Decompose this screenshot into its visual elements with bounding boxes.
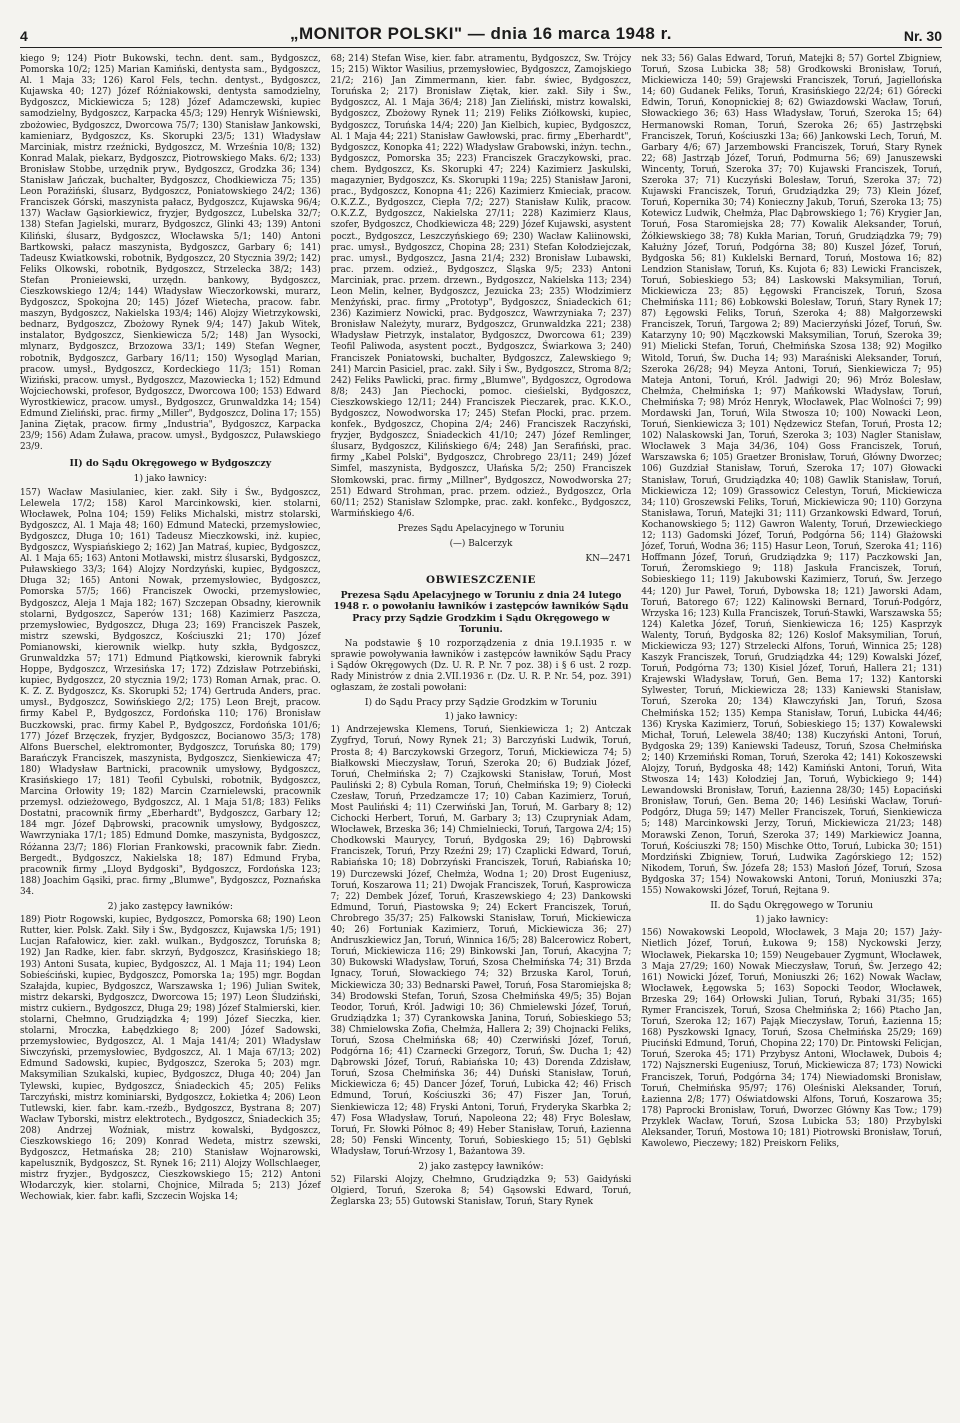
column-1 bbox=[20, 54, 321, 1414]
signature-role: Prezes Sądu Apelacyjnego w Toruniu bbox=[397, 523, 565, 534]
list-paragraph: nek 33; 56) Galas Edward, Toruń, Matejki 8; 57) Gortel Zbigniew, Toruń, Szosa Lubicka 38; 58) Grodkowski Bronisław, Toruń, Mickiewicza 140; 59) Grajewski Franciszek, Toruń, Jagiellońska 14; 60) Gudanek Feliks, Toruń, Krasińskiego 22/24; 61) Górecki Edwin, Toruń, Konopnickiej 8; 62) Gwiazdowski Wacław, Toruń, Słowackiego 36; 63) Hass Władysław, Toruń, Szeroka 15; 64) Hermanowski Roman, Toruń, Szeroka 26; 65) Jastrzębski Franciszek, Toruń, Kościuszki 13a; 66) Jankowski Lech, Toruń, M. Garbary 4/6; 67) Jarzembowski Franciszek, Toruń, Stary Rynek 22; 68) Jastrząb Józef, Toruń, Podmurna 56; 69) Januszewski Wincenty, Toruń, Szeroka 37; 70) Kujawski Franciszek, Toruń, Szeroka 37; 71) Kuczyński Bolesław, Toruń, Szeroka 37; 72) Kujawski Franciszek, Toruń, Grudziądzka 29; 73) Klein Józef, Toruń, Kopernika 30; 74) Konieczny Jakub, Toruń, Szeroka 13; 75) Kotewicz Ludwik, Chełmża, Plac Dąbrowskiego 1; 76) Krygier Jan, Toruń, Fosa Staromiejska 28; 77) Kowalik Aleksander, Toruń, Żółkiewskiego 38; 78) Kukła Marian, Toruń, Grudziądzka 79; 79) Kałużny Józef, Toruń, Podgórna 38; 80) Kuszel Józef, Toruń, Bydgoska 56; 81) Kuklelski Bernard, Toruń, Mostowa 16; 82) Lendzion Stanisław, Toruń, Ks. Kujota 6; 83) Lewicki Franciszek, Toruń, Sobieskiego 53; 84) Laskowski Maksymilian, Toruń, Mickiewicza 23; 85) Łęgowski Franciszek, Toruń, Szosa Chełmińska 111; 86) Łobkowski Bolesław, Toruń, Stary Rynek 17; 87) Łęgowski Feliks, Toruń, Szeroka 4; 88) Małgorzewski Franciszek, Toruń, Targowa 2; 89) Macierzyński Józef, Toruń, Św. Katarzyny 10; 90) Mączkowski Maksymilian, Toruń, Szeroka 39; 91) Mielicki Stefan, Toruń, Chełmińska Szosa 138; 92) Mogiłko Witold, Toruń, Św. Ducha 14; 93) Maraśniski Aleksander, Toruń, Szeroka 26/28; 94) Meyza Antoni, Toruń, Sienkiewicza 7; 95) Mateja Antoni, Toruń, Król. Jadwigi 20; 96) Mróz Bolesław, Chełmża, Chełmińska 1; 97) Mańkowski Władysław, Toruń, Chełmińska 7; 98) Mróz Henryk, Włocławek, Plac Wolności 7; 99) Mordawski Jan, Toruń, Wila Stwosza 10; 100) Nowacki Leon, Toruń, Sienkiewicza 3; 101) Nędzewicz Stefan, Toruń, Prosta 12; 102) Nalaskowski Jan, Toruń, Szeroka 3; 103) Nagler Stanisław, Włocławek 3 Maja 34/36, 104) Goss Franciszek, Toruń, Warszawska 6; 105) Graetzer Bronisław, Toruń, Główny Dworzec; 106) Guzdział Stanisław, Toruń, Szeroka 17; 107) Głowacki Stanisław, Toruń, Grudziądzka 40; 108) Gawlik Stanisław, Toruń, Mickiewicza 12; 109) Grassowicz Celestyn, Toruń, Mickiewicza 34; 110) Groszewski Feliks, Toruń, Mickiewicza 90; 110) Gorzyna Stanisława, Toruń, Matejki 31; 111) Grzankowski Edward, Toruń, Kochanowskiego 5; 112) Gawron Walenty, Toruń, Drzewieckiego 12; 113) Gadomski Józef, Toruń, Podgórna 56; 114) Głażowski Józef, Toruń, Wodna 36; 115) Hasur Leon, Toruń, Szeroka 41; 116) Hoffmann Józef, Toruń, Grudziądzka 9; 117) Paczkowski Jan, Toruń, Żeromskiego 9; 118) Jaskuła Franciszek, Toruń, Sobieskiego 11; 119) Jakubowski Kazimierz, Toruń, Św. Jerzego 44; 120) Jur Paweł, Toruń, Dybowska 18; 121) Jaworski Adam, Toruń, Batorego 67; 122) Kalinowski Bernard, Toruń-Podgórz, Wrzyska 16; 123) Kulla Franciszek, Toruń-Stawki, Warszawska 55; 124) Kaletka Józef, Toruń, Sienkiewicza 16; 125) Kasprzyk Walenty, Toruń, Bydgoska 82; 126) Koslof Maksymilian, Toruń, Mickiewicza 93; 127) Strzelecki Alfons, Toruń, Winnica 25; 128) Kaszyk Franciszek, Toruń, Grudziądzka 44; 129) Kowalski Józef, Toruń, Podgórna 73; 130) Kisiel Józef, Toruń, Hallera 21; 131) Krajewski Władysław, Toruń, Gen. Bema 17; 132) Kantorski Sylwester, Toruń, Mickiewicza 28; 133) Kaniewski Stanisław, Toruń, Szeroka 20; 134) Kławczyński Jan, Toruń, Szosa Chełmińska 152; 135) Kempa Stanisław, Toruń, Lubicka 44/46; 136) Kryska Kazimierz, Toruń, Sobieskiego 15; 137) Kowalewski Michał, Toruń, Lelewela 38/40; 138) Kuczyński Antoni, Toruń, Bydgoska 29; 139) Kaniewski Tadeusz, Toruń, Szosa Chełmińska 2; 140) Krzemiński Roman, Toruń, Szeroka 42; 141) Kokoszewski Alojzy, Toruń, Bydgoska 48; 142) Kamiński Antoni, Toruń, Wita Stwosza 14; 143) Kołodziej Jan, Toruń, Wybickiego 9; 144) Lewandowski Bronisław, Toruń, Łazienna 28/30; 145) Łopaciński Bronisław, Toruń, Gen. Bema 20; 146) Lesiński Wacław, Toruń-Podgórz, Długa 59; 147) Meller Franciszek, Toruń, Sienkiewicza 5; 148) Marcinkowski Jerzy, Toruń, Mickiewicza 21/23; 148) Morawski Zenon, Toruń, Szeroka 37; 149) Markiewicz Joanna, Toruń, Kościuszki 78; 150) Mischke Otto, Toruń, Lubicka 30; 151) Mordziński Zbigniew, Toruń, Ludwika Zagórskiego 12; 152) Nikodem, Toruń, Św. Józefa 28; 153) Masłoń Józef, Toruń, Szosa Bydgoska 37; 154) Nowakowski Antoni, Toruń, Moniuszki 37a; 155) Nowakowski Józef, Toruń, Rejtana 9. bbox=[641, 54, 942, 897]
subsection-heading: 2) jako zastępcy ławników: bbox=[418, 1161, 544, 1172]
column-2 bbox=[331, 54, 632, 1414]
list-paragraph: 68; 214) Stefan Wise, kier. fabr. atramentu, Bydgoszcz, Św. Trójcy 15; 215) Wiktor Wasilius, przemysłowiec, Bydgoszcz, Zamojskiego 21/2; 216) Jan Zimmermann, kier. fabr. świec, Bydgoszcz, Toruńska 2; 217) Bronisław Ziętak, kier. zakł. Siły i Św., Bydgoszcz, Al. 1 Maja 36/4; 218) Jan Zieliński, mistrz kowalski, Bydgoszcz, Zbożowy Rynek 11; 219) Feliks Ziółkowski, kupiec, Bydgoszcz, Toruńska 14/4; 220) Jan Kielbich, kupiec, Bydgoszcz, Al. 1 Maja 44; 221) Stanisław Gawłowski, prac. firmy „Eberhardt", Bydgoszcz, Konopka 41; 222) Władysław Grabowski, inżyn. techn., Bydgoszcz, Pomorska 35; 223) Franciszek Graczykowski, prac. chem. Bydgoszcz, Ks. Skorupki 47; 224) Kazimierz Jaskulski, magazynier, Bydgoszcz, Ks. Skorupki 119a; 225) Stanisław Jaroni, prac., Bydgoszcz, Konopna 41; 226) Kazimierz Kmieciak, pracow. O.K.Z.Z., Bydgoszcz, Ciepła 7/2; 227) Stanisław Kulik, pracow. O.K.Z.Z, Bydgoszcz, Nakielska 27/11; 228) Kazimierz Klaus, szofer, Bydgoszcz, Chodkiewicza 48; 229) Józef Kujawski, asystent poczt., Bydgoszcz, Leszczyńskiego 69; 230) Wacław Kaliinowski, prac. umysł., Bydgoszcz, Chopina 28; 231) Stefan Kołodziejczak, prac. umysł., Bydgoszcz, Jasna 21/4; 232) Bronisław Lubawski, prac. przem. odzież., Bydgoszcz, Śląska 9/5; 233) Antoni Marciniak, prac. przem. drzewn., Bydgoszcz, Nakielska 113; 234) Leon Melin, kelner, Bydgoszcz, Jezuicka 23; 235) Włodzimierz Menżyński, prac. firmy „Prototyp", Bydgoszcz, Śniadeckich 61; 236) Kazimierz Nowicki, prac. Bydgoszcz, Wawrzyniaka 7; 237) Bronisław Należyty, murarz, Bydgoszcz, Grunwaldzka 221; 238) Władysław Pietrzyk, instalator, Bydgoszcz, Dworcowa 61; 239) Teofil Paliwoda, asystent poczt., Bydgoszcz, Świarkowa 3; 240) Franciszek Poniatowski, buchalter, Bydgoszcz, Zalewskiego 9; 241) Marcin Pasiciel, prac. zakł. Siły i Św., Bydgoszcz, Stroma 8/2; 242) Feliks Pawlicki, prac. firmy „Blumwe", Bydgoszcz, Ogrodowa 8/8; 243) Jan Piechocki, pomoc. cieśielski, Bydgoszcz, Cieszkowskiego 12/11; 244) Franciszek Pieczarek, prac. K.K.O., Bydgoszcz, Nowodworska 17; 245) Stefan Płocki, prac. przem. konfek., Bydgoszcz, Chopina 2/4; 246) Franciszek Raczyński, fryzjer, Bydgoszcz, Śniadeckich 41/10; 247) Józef Remlinger, ślusarz, Bydgoszcz, Kilińskiego 6/4; 248) Jan Serafiński, prac. firmy „Kabel Polski", Bydgoszcz, Chrobrego 23/11; 249) Józef Simfel, maszynista, Bydgoszcz, Ułańska 5/2; 250) Franciszek Słomkowski, prac. firmy „Millner", Bydgoszcz, Nowodworska 27; 251) Edward Strohman, prac. przem. odzież., Bydgoszcz, Orla 60/11; 252) Stanisław Szlompke, prac. zakł. konfekc., Bydgoszcz, Warmińskiego 4/6. bbox=[330, 54, 632, 519]
section-heading: II) do Sądu Okręgowego w Bydgoszczy bbox=[69, 458, 272, 470]
section-heading: II. do Sądu Okręgowego w Toruniu bbox=[710, 900, 874, 912]
subsection-heading: 1) jako ławnicy: bbox=[755, 914, 829, 926]
reference-code: KN—2471 bbox=[585, 554, 632, 565]
issue-number: Nr. 30 bbox=[903, 28, 942, 44]
list-paragraph: 1) Andrzejewska Klemens, Toruń, Sienkiewicza 1; 2) Antczak Zygfryd, Toruń, Nowy Rynek 21; 3) Barczyński Ludwik, Toruń, Prosta 8; 4) Barczykowski Grzegorz, Toruń, Mickiewicza 74; 5) Białkowski Mieczysław, Toruń, Szeroka 20; 6) Budziak Józef, Toruń, Chełmińska 2; 7) Czajkowski Stanisław, Toruń, Most Pauliński 2; 8) Cybula Roman, Toruń, Chełmińska 19; 9) Ciołecki Czesław, Toruń, Przedzamcze 17; 10) Caban Kazimierz, Toruń, Most Pauliński 4; 11) Czerwiński Jan, Toruń, M. Garbary 8; 12) Cichocki Herbert, Toruń, M. Garbary 3; 13) Czupryniak Adam, Włocławek, Brzeska 36; 14) Chmielniecki, Toruń, Targowa 2/4; 15) Chodkowski Maurycy, Toruń, Bydgoska 29; 16) Dąbrowski Franciszek, Toruń, Przy Rzeźni 29; 17) Czaplicki Edward, Toruń, Rabiańska 10; 18) Dobrzyński Franciszek, Toruń, Rabiańska 10; 19) Durczewski Józef, Chełmża, Wodna 1; 20) Drost Eugeniusz, Toruń, Koszarowa 11; 21) Dwojak Franciszek, Toruń, Kasprowicza 7; 22) Dembek Józef, Toruń, Kraszewskiego 4; 23) Dankowski Edmund, Toruń, Piastowska 9; 24) Eckert Franciszek, Toruń, Chrobrego 35/37; 25) Falkowski Stanisław, Toruń, Mickiewicza 40; 26) Fortuniak Kazimierz, Toruń, Mickiewicza 36; 27) Andruszkiewicz Jan, Toruń, Winnica 16/5; 28) Balcerowicz Robert, Toruń, Mickiewicza 116; 29) Binkowski Jan, Toruń, Akacyjna 7; 30) Bukowski Władysław, Toruń, Szosa Chełmińska 74; 31) Brzda Ignacy, Toruń, Słowackiego 74; 32) Brzuska Karol, Toruń, Mickiewicza 30; 33) Bednarski Paweł, Toruń, Fosa Staromiejska 8; 34) Brodowski Stefan, Toruń, Szosa Chełmińska 49/5; 35) Bojan Teodor, Toruń, Król. Jadwigi 10; 36) Chmielewski Józef, Toruń, Grudziądzka 1; 37) Cyrankowska Janina, Toruń, Sobieskiego 53; 38) Chmielowska Zofia, Chełmża, Hallera 2; 39) Chojnacki Feliks, Toruń, Szosa Chełmińska 68; 40) Czerwiński Józef, Toruń, Podgórna 16; 41) Czarnecki Grzegorz, Toruń, Św. Ducha 1; 42) Dąbrowski Józef, Toruń, Rabiańska 10; 43) Dorenda Zdzisław, Toruń, Szosa Chełmińska 36; 44) Duński Stanisław, Toruń, Mickiewicza 6; 45) Dancer Józef, Toruń, Lubicka 42; 46) Frisch Edmund, Toruń, Kościuszki 36; 47) Fiszer Jan, Toruń, Sienkiewicza 12; 48) Fryski Antoni, Toruń, Fryderyka Skarbka 2; 47) Fosa Władysław, Toruń, Napoleona 22; 48) Fryc Bolesław, Toruń, Fr. Słowki Północ 8; 49) Heber Stanisław, Toruń, Łazienna 28; 50) Fenski Wincenty, Toruń, Sobieskiego 15; 51) Gęblski Władysław, Toruń-Wrzosy 1, Bażantowa 39. bbox=[330, 725, 632, 1157]
publication-title: „MONITOR POLSKI" — dnia 16 marca 1948 r. bbox=[289, 24, 673, 43]
subsection-heading: 2) jako zastępcy ławników: bbox=[107, 901, 233, 913]
text-columns bbox=[20, 54, 942, 1414]
signature-name: (—) Balcerzyk bbox=[449, 539, 513, 550]
subsection-heading: 1) jako ławnicy: bbox=[133, 473, 207, 485]
list-paragraph: 156) Nowakowski Leopold, Włocławek, 3 Maja 20; 157) Jaży-Nietlich Józef, Toruń, Łukowa 9; 158) Nyckowski Jerzy, Włocławek, Piekarska 10; 159) Neugebauer Zygmunt, Włocławek, 3 Maja 27/29; 160) Nowak Mieczysław, Toruń, Św. Jerzego 42; 161) Nowicki Józef, Toruń, Moniuszki 26; 162) Nowak Wacław, Włocławek, Łęgowska 5; 163) Sopocki Teodor, Włocławek, Brzeska 29; 164) Orłowski Julian, Toruń, Rybaki 31/35; 165) Rymer Franciszek, Toruń, Szosa Chełmińska 2; 166) Ptacho Jan, Toruń, Szeroka 12; 167) Pająk Mieczysław, Toruń, Łazienna 15; 168) Pyszkowski Ignacy, Toruń, Szosa Chełmińska 25/29; 169) Piuciński Edmund, Toruń, Chopina 22; 170) Dr. Pintowski Felicjan, Toruń, Szeroka 45; 171) Przybysz Antoni, Włocławek, Dubois 4; 172) Najsznerski Eugeniusz, Toruń, Mickiewicza 87; 173) Nowicki Franciszek, Toruń, Podgórna 34; 174) Niewiadomski Bronisław, Toruń, Chełmińska 95/97; 176) Oleśniski Aleksander, Toruń, Łazienna 2/8; 177) Oświatdowski Alfons, Toruń, Koszarowa 35; 178) Paprocki Bronisław, Toruń, Dworzec Główny Kas Tow.; 179) Przyklek Wacław, Toruń, Szosa Lubicka 53; 180) Przybylski Aleksander, Toruń, Mostowa 10; 181) Piotrowski Bronisław, Toruń, Kawolewo, Pieczewy; 182) Preiskorn Feliks, bbox=[641, 928, 942, 1150]
list-paragraph: kiego 9; 124) Piotr Bukowski, techn. dent. sam., Bydgoszcz, Pomorska 10/2; 125) Marian Kamiński, dentysta sam., Bydgoszcz, Al. 1 Maja 33; 126) Karol Fels, techn. dentyst., Bydgoszcz, Kujawska 40; 127) Józef Różniakowski, dentysta samodzielny, Bydgoszcz, Mickiewicza 5; 128) Józef Adamczewski, kupiec samodzielny, Bydgoszcz, Karpacka 45/3; 129) Henryk Wiśniewski, zbożowiec, Bydgoszcz, Dworcowa 75/7; 130) Stanisław Jankowski, kamieniarz, Bydgoszcz, Ks. Skorupki 23/5; 131) Władysław Marciniak, mistrz rzeźnicki, Bydgoszcz, M. Września 10/8; 132) Konrad Malak, piekarz, Bydgoszcz, Piotrowskiego Maks. 6/2; 133) Bronisław Stobbe, urzędnik pryw., Bydgoszcz, Grodzka 36; 134) Stanisław Jańczak, buchalter, Bydgoszcz, Chodkiewicza 75; 135) Leon Porażiński, ślusarz, Bydgoszcz, Poniatowskiego 24/2; 136) Franciszek Górski, maszynista pałacz, Bydgoszcz, Kujawska 96/4; 137) Wacław Gąsiorkiewicz, fryzjer, Bydgoszcz, Lubelska 32/7; 138) Stefan Jagielski, murarz, Bydgoszcz, Glinki 43; 139) Antoni Kiliński, ślusarz, Bydgoszcz, Włocławska 5/1; 140) Antoni Bartkowski, pałacz maszynista, Bydgoszcz, Garbary 6; 141) Tadeusz Kwiatkowski, robotnik, Bydgoszcz, 20 Stycznia 39/2; 142) Feliks Olkowski, robotnik, Bydgoszcz, Strzelecka 38/2; 143) Stefan Pronieiewski, urzędn. bankowy, Bydgoszcz, Cieszkowskiego 12/4; 144) Władysław Wieczorkowski, murarz, Bydgoszcz, Spokojna 20; 145) Józef Wietecha, pracow. fabr. maszyn, Bydgoszcz, Nakielska 193/4; 146) Alojzy Wietrzykowski, bednarz, Bydgoszcz, Zbożowy Rynek 9/4; 147) Jakub Witek, instalator, Bydgoszcz, Sienkiewicza 5/2; 148) Jan Wysocki, mlynarz, Bydgoszcz, Brzozowa 33/1; 149) Stefan Wegner, robotnik, Bydgoszcz, Garbary 16/11; 150) Wysogląd Marian, pracow. umysł., Bydgoszcz, Kordeckiego 11/3; 151) Roman Wiziński, pracow. umysł., Bydgoszcz, Mazowiecka 1; 152) Edmund Wojciechowski, profesor, Bydgoszcz, Dworcowa 100; 153) Edward Wyrostkiewicz, pracow. umysł., Bydgoszcz, Grunwaldzka 14; 154) Edmund Zieliński, prac. firmy „Miller", Bydgoszcz, Dolina 17; 155) Janina Ziętak, pracow. firmy „Industria", Bydgoszcz, Karpacka 23/9; 156) Adam Żuława, pracow. umysł., Bydgoszcz, Puławskiego 23/9. bbox=[20, 54, 321, 453]
page-marker: 4 bbox=[20, 28, 28, 44]
announcement-lead: Prezesa Sądu Apelacyjnego w Toruniu z dnia 24 lutego 1948 r. o powołaniu ławników i zastępców ławników Sądu Pracy przy Sądzie Grodzkim i Sądu Okręgowego w Toruniu. bbox=[333, 590, 629, 635]
list-paragraph: 189) Piotr Rogowski, kupiec, Bydgoszcz, Pomorska 68; 190) Leon Rutter, kier. Polsk. Zakł. Siły i Św., Bydgoszcz, Kujawska 1/5; 191) Lucjan Rafałowicz, kier. zakł. wulkan., Bydgoszcz, Toruńska 8; 192) Jan Radke, kier. fabr. skrzyń, Bydgoszcz, Krasińskiego 18; 193) Antoni Susata, kupiec, Bydgoszcz, Al. 1 Maja 11; 194) Leon Sobieściński, kupiec, Bydgoszcz, Pomorska 1a; 195) mgr. Bogdan Szałajda, kupiec, Bydgoszcz, Warszawska 1; 196) Julian Switek, mistrz dekarski, Bydgoszcz, Dworcowa 15; 197) Leon Śludziński, mistrz cukiern., Bydgoszcz, Długa 29; 198) Józef Stalmierski, kier. stolarni, Chełmno, Grudziądzka 4; 199) Józef Sieczka, kier. stolarni, Mroczka, Łabędzkiego 8; 200) Józef Sadowski, przemysłowiec, Bydgoszcz, Al. 1 Maja 141/4; 201) Władysław Siwczyński, przemysłowiec, Bydgoszcz, Al. 1 Maja 67/13; 202) Edmund Sadowski, kupiec, Bydgoszcz, Szeroka 5; 203) mgr. Maksymilian Szukalski, kupiec, Bydgoszcz, Długa 40; 204) Jan Tylewski, kupiec, Bydgoszcz, Śniadeckich 45; 205) Feliks Tarczyński, mistrz kominiarski, Bydgoszcz, Łokietka 4; 206) Leon Tutlewski, kier. fabr. kam.-rzeźb., Bydgoszcz, Bystrana 8; 207) Wacław Tyborski, mistrz elektrotech., Bydgoszcz, Śniadeckich 35; 208) Andrzej Woźniak, mistrz kowalski, Bydgoszcz, Cieszkowskiego 16; 209) Konrad Wedeta, mistrz szewski, Bydgoszcz, Hetmańska 28; 210) Stanisław Wojnarowski, kapelusznik, Bydgoszcz, St. Rynek 16; 211) Alojzy Wollschlaeger, mistrz fryzjer., Bydgoszcz, Cieszkowskiego 15; 212) Antoni Włodarczyk, kier. stolarni, Chojnice, Milrada 5; 213) Józef Wechowiak, kier. fabr. kafli, Szczecin Wojska 14; bbox=[20, 915, 321, 1203]
announcement-heading: OBWIESZCZENIE bbox=[426, 574, 536, 587]
column-3 bbox=[641, 54, 942, 1414]
list-paragraph: 157) Wacław Masiulaniec, kier. zakł. Siły i Św., Bydgoszcz, Lelewela 17/2; 158) Karol Marcinkowski, kier. stolarni, Włocławek, Polna 104; 159) Feliks Michalski, mistrz stolarski, Bydgoszcz, Al. 1 Maja 48; 160) Edmund Matecki, przemysłowiec, Bydgoszcz, Długa 10; 161) Tadeusz Mieczkowski, inż. kupiec, Bydgoszcz, Wyspiańskiego 2; 162) Jan Matraś, kupiec, Bydgoszcz, Al. 1 Maja 65; 163) Antoni Motławski, mistrz ślusarski, Bydgoszcz, Puławskiego 33/3; 164) Alojzy Nordzyński, kupiec, Bydgoszcz, Długa 32; 165) Antoni Nowak, przemysłowiec, Bydgoszcz, Pomorska 57/5; 166) Franciszek Owocki, przemysłowiec, Bydgoszcz, Aleja 1 Maja 182; 167) Szczepan Obsadny, kierownik stolarni, Bydgoszcz, Saperów 131; 168) Kazimierz Paszcza, przemysłowiec, Bydgoszcz, Długa 23; 169) Franciszek Paszek, mistrz szewski, Bydgoszcz, Kościuszki 21; 170) Józef Pomianowski, kierownik wielkp. huty szkła, Bydgoszcz, Grunwaldzka 57; 171) Edmund Piątkowski, kierownik fabryki Hoppe, Bydgoszcz, Wrzesińska 17; 172) Zdzisław Potrzebiński, kupiec, Bydgoszcz, 20 stycznia 19/2; 173) Roman Arnak, prac. O. K. Z. Z. Bydgoszcz, Ks. Skorupki 52; 174) Gertruda Anders, prac. umysł., Bydgoszcz, Sowińskiego 2/2; 175) Leon Brejt, pracow. firmy Kabel P., Bydgoszcz, Fordońska 110; 176) Bronisław Buczkowski, prac. firmy Kabel P., Bydgoszcz, Fordońska 101/6; 177) Józef Brzęczek, fryzjer, Bydgoszcz, Bocianowo 35/3; 178) Alfons Buerschel, elektromonter, Bydgoszcz, Toruńska 80; 179) Barańczyk Franciszek, maszynista, Bydgoszcz, Sienkiewicza 47; 180) Władysław Bartnicki, pracownik umysłowy, Bydgoszcz, Krasińskiego 17; 181) Teofil Cybulski, robotnik, Bydgoszcz, Marcina Orłowity 19; 182) Marcin Czarnielewski, pracownik przemysł. odzieżowego, Bydgoszcz, Al. 1 Maja 51/8; 183) Feliks Dostatni, pracownik firmy „Eberhardt", Bydgoszcz, Garbary 12; 184 mgr. Józef Dąbrowski, pracownik umysłowy, Bydgoszcz, Wawrzyniaka 17/1; 185) Edmund Domke, maszynista, Bydgoszcz, Różanna 23/7; 186) Florian Frankowski, pracownik fabr. Ziedn. Bergedt., Bydgoszcz, Nakielska 18; 187) Edmund Fryba, pracownik firmy „Lloyd Bydgoski", Bydgoszcz, Fordońska 123; 188) Joachim Gąsiki, prac. firmy „Blumwe", Bydgoszcz, Poznańska 34. bbox=[20, 487, 321, 897]
announcement-body: Na podstawie § 10 rozporządzenia z dnia 19.I.1935 r. w sprawie powoływania ławników i zastępców ławników Sądu Pracy i Sądów Okręgowych (Dz. U. R. P. Nr. 7 poz. 38) i § 6 ust. 2 rozp. Rady Ministrów z dnia 2.VII.1936 r. (Dz. U. R. P. Nr. 54, poz. 391) ogłaszam, że zostali powołani: bbox=[330, 638, 632, 694]
page-header bbox=[20, 14, 942, 48]
section-heading: I) do Sądu Pracy przy Sądzie Grodzkim w Toruniu bbox=[364, 697, 598, 709]
subsection-heading: 1) jako ławnicy: bbox=[444, 711, 518, 723]
list-paragraph: 52) Filarski Alojzy, Chełmno, Grudziądzka 9; 53) Gaidyński Olgierd, Toruń, Szeroka 8; 54) Gąsowski Edward, Toruń, Żeglarska 23; 55) Gutowski Stanisław, Toruń, Stary Rynek bbox=[330, 1175, 632, 1208]
